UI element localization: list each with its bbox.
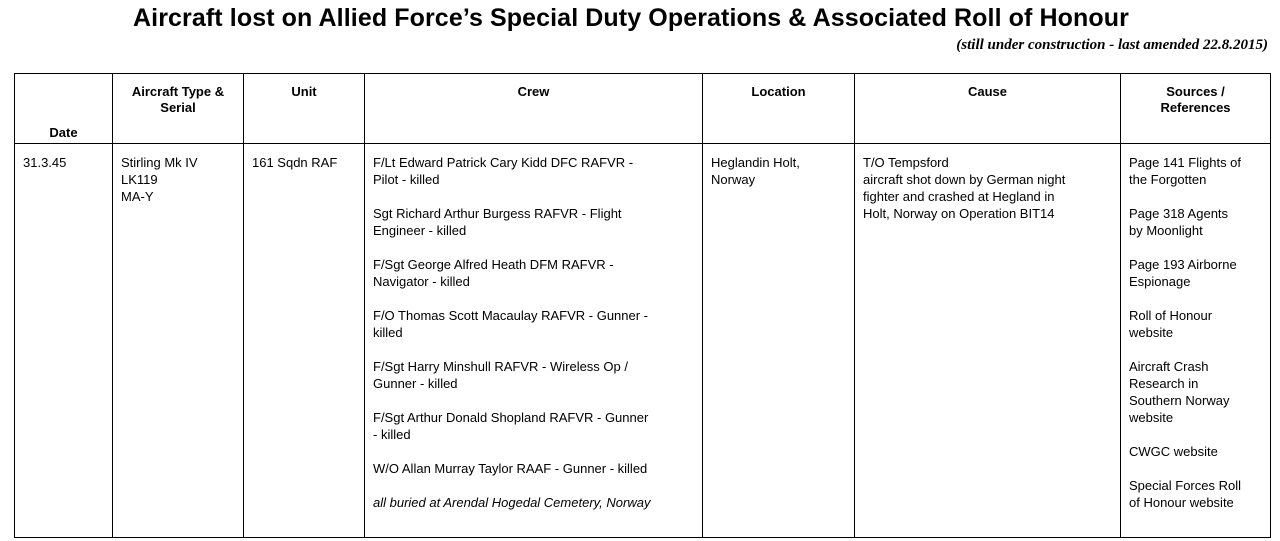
cell-aircraft [113, 144, 244, 538]
table-header-row [15, 74, 1271, 144]
location-line: Norway [711, 172, 756, 187]
table-row [15, 144, 1271, 538]
crew-member-line: - killed [373, 427, 411, 442]
header-sources [1121, 74, 1271, 144]
cell-date: 31.3.45 [15, 144, 113, 538]
crew-member [373, 205, 694, 239]
source-line: Page 141 Flights of [1129, 155, 1242, 170]
crew-member-line: W/O Allan Murray Taylor RAAF - Gunner - killed [373, 461, 648, 476]
crew-member-line: F/Sgt Harry Minshull RAFVR - Wireless Op / [373, 359, 628, 374]
source-line: Espionage [1129, 274, 1191, 289]
source-line: Page 318 Agents [1129, 206, 1229, 221]
crew-member-line: Sgt Richard Arthur Burgess RAFVR - Flight [373, 206, 622, 221]
source-line: website [1129, 325, 1174, 340]
aircraft-type: Stirling Mk IV [121, 155, 198, 170]
cell-crew [365, 144, 703, 538]
crew-member [373, 409, 694, 443]
header-aircraft-line1: Aircraft Type & [131, 84, 225, 99]
crew-member-line: F/Sgt Arthur Donald Shopland RAFVR - Gunner [373, 410, 649, 425]
cause-line: fighter and crashed at Hegland in [863, 189, 1055, 204]
roll-of-honour-table [14, 73, 1271, 538]
crew-member-line: F/Sgt George Alfred Heath DFM RAFVR - [373, 257, 614, 272]
source-line: CWGC website [1129, 444, 1218, 459]
crew-member-line: F/O Thomas Scott Macaulay RAFVR - Gunner - [373, 308, 649, 323]
source-line: by Moonlight [1129, 223, 1203, 238]
crew-member [373, 358, 694, 392]
header-date: Date [15, 74, 113, 144]
source-line: Page 193 Airborne [1129, 257, 1237, 272]
header-unit: Unit [244, 74, 365, 144]
source-entry [1129, 443, 1262, 460]
cause-line: T/O Tempsford [863, 155, 949, 170]
source-entry [1129, 307, 1262, 341]
header-aircraft-line2: Serial [160, 100, 196, 115]
source-line: Roll of Honour [1129, 308, 1213, 323]
page-title: Aircraft lost on Allied Force’s Special Duty Operations & Associated Roll of Honour [133, 4, 1129, 32]
source-line: Southern Norway [1129, 393, 1230, 408]
crew-member [373, 154, 694, 188]
crew-member-line: killed [373, 325, 403, 340]
source-line: Aircraft Crash [1129, 359, 1209, 374]
crew-member-line: Engineer - killed [373, 223, 467, 238]
source-line: Research in [1129, 376, 1199, 391]
crew-member [373, 256, 694, 290]
source-entry [1129, 154, 1262, 188]
source-entry [1129, 477, 1262, 511]
cell-location [703, 144, 855, 538]
source-entry [1129, 205, 1262, 239]
source-line: the Forgotten [1129, 172, 1207, 187]
header-cause: Cause [855, 74, 1121, 144]
crew-burial-note: all buried at Arendal Hogedal Cemetery, Norway [373, 495, 651, 510]
crew-member-line: Navigator - killed [373, 274, 470, 289]
source-entry [1129, 358, 1262, 426]
aircraft-code: MA-Y [121, 189, 154, 204]
header-sources-line2: References [1160, 100, 1231, 115]
cell-unit: 161 Sqdn RAF [244, 144, 365, 538]
cause-line: aircraft shot down by German night [863, 172, 1066, 187]
source-line: Special Forces Roll [1129, 478, 1241, 493]
header-aircraft [113, 74, 244, 144]
source-entry [1129, 256, 1262, 290]
page-subtitle: (still under construction - last amended 22.8.2015) [956, 37, 1268, 53]
source-line: website [1129, 410, 1174, 425]
header-sources-line1: Sources / [1166, 84, 1225, 99]
source-line: of Honour website [1129, 495, 1234, 510]
aircraft-serial: LK119 [121, 172, 158, 187]
crew-member-line: F/Lt Edward Patrick Cary Kidd DFC RAFVR - [373, 155, 634, 170]
crew-member [373, 307, 694, 341]
crew-member-line: Pilot - killed [373, 172, 440, 187]
crew-member [373, 460, 694, 477]
cell-sources [1121, 144, 1271, 538]
location-line: Heglandin Holt, [711, 155, 800, 170]
cause-line: Holt, Norway on Operation BIT14 [863, 206, 1055, 221]
header-crew: Crew [365, 74, 703, 144]
crew-member-line: Gunner - killed [373, 376, 458, 391]
header-location: Location [703, 74, 855, 144]
cell-cause [855, 144, 1121, 538]
